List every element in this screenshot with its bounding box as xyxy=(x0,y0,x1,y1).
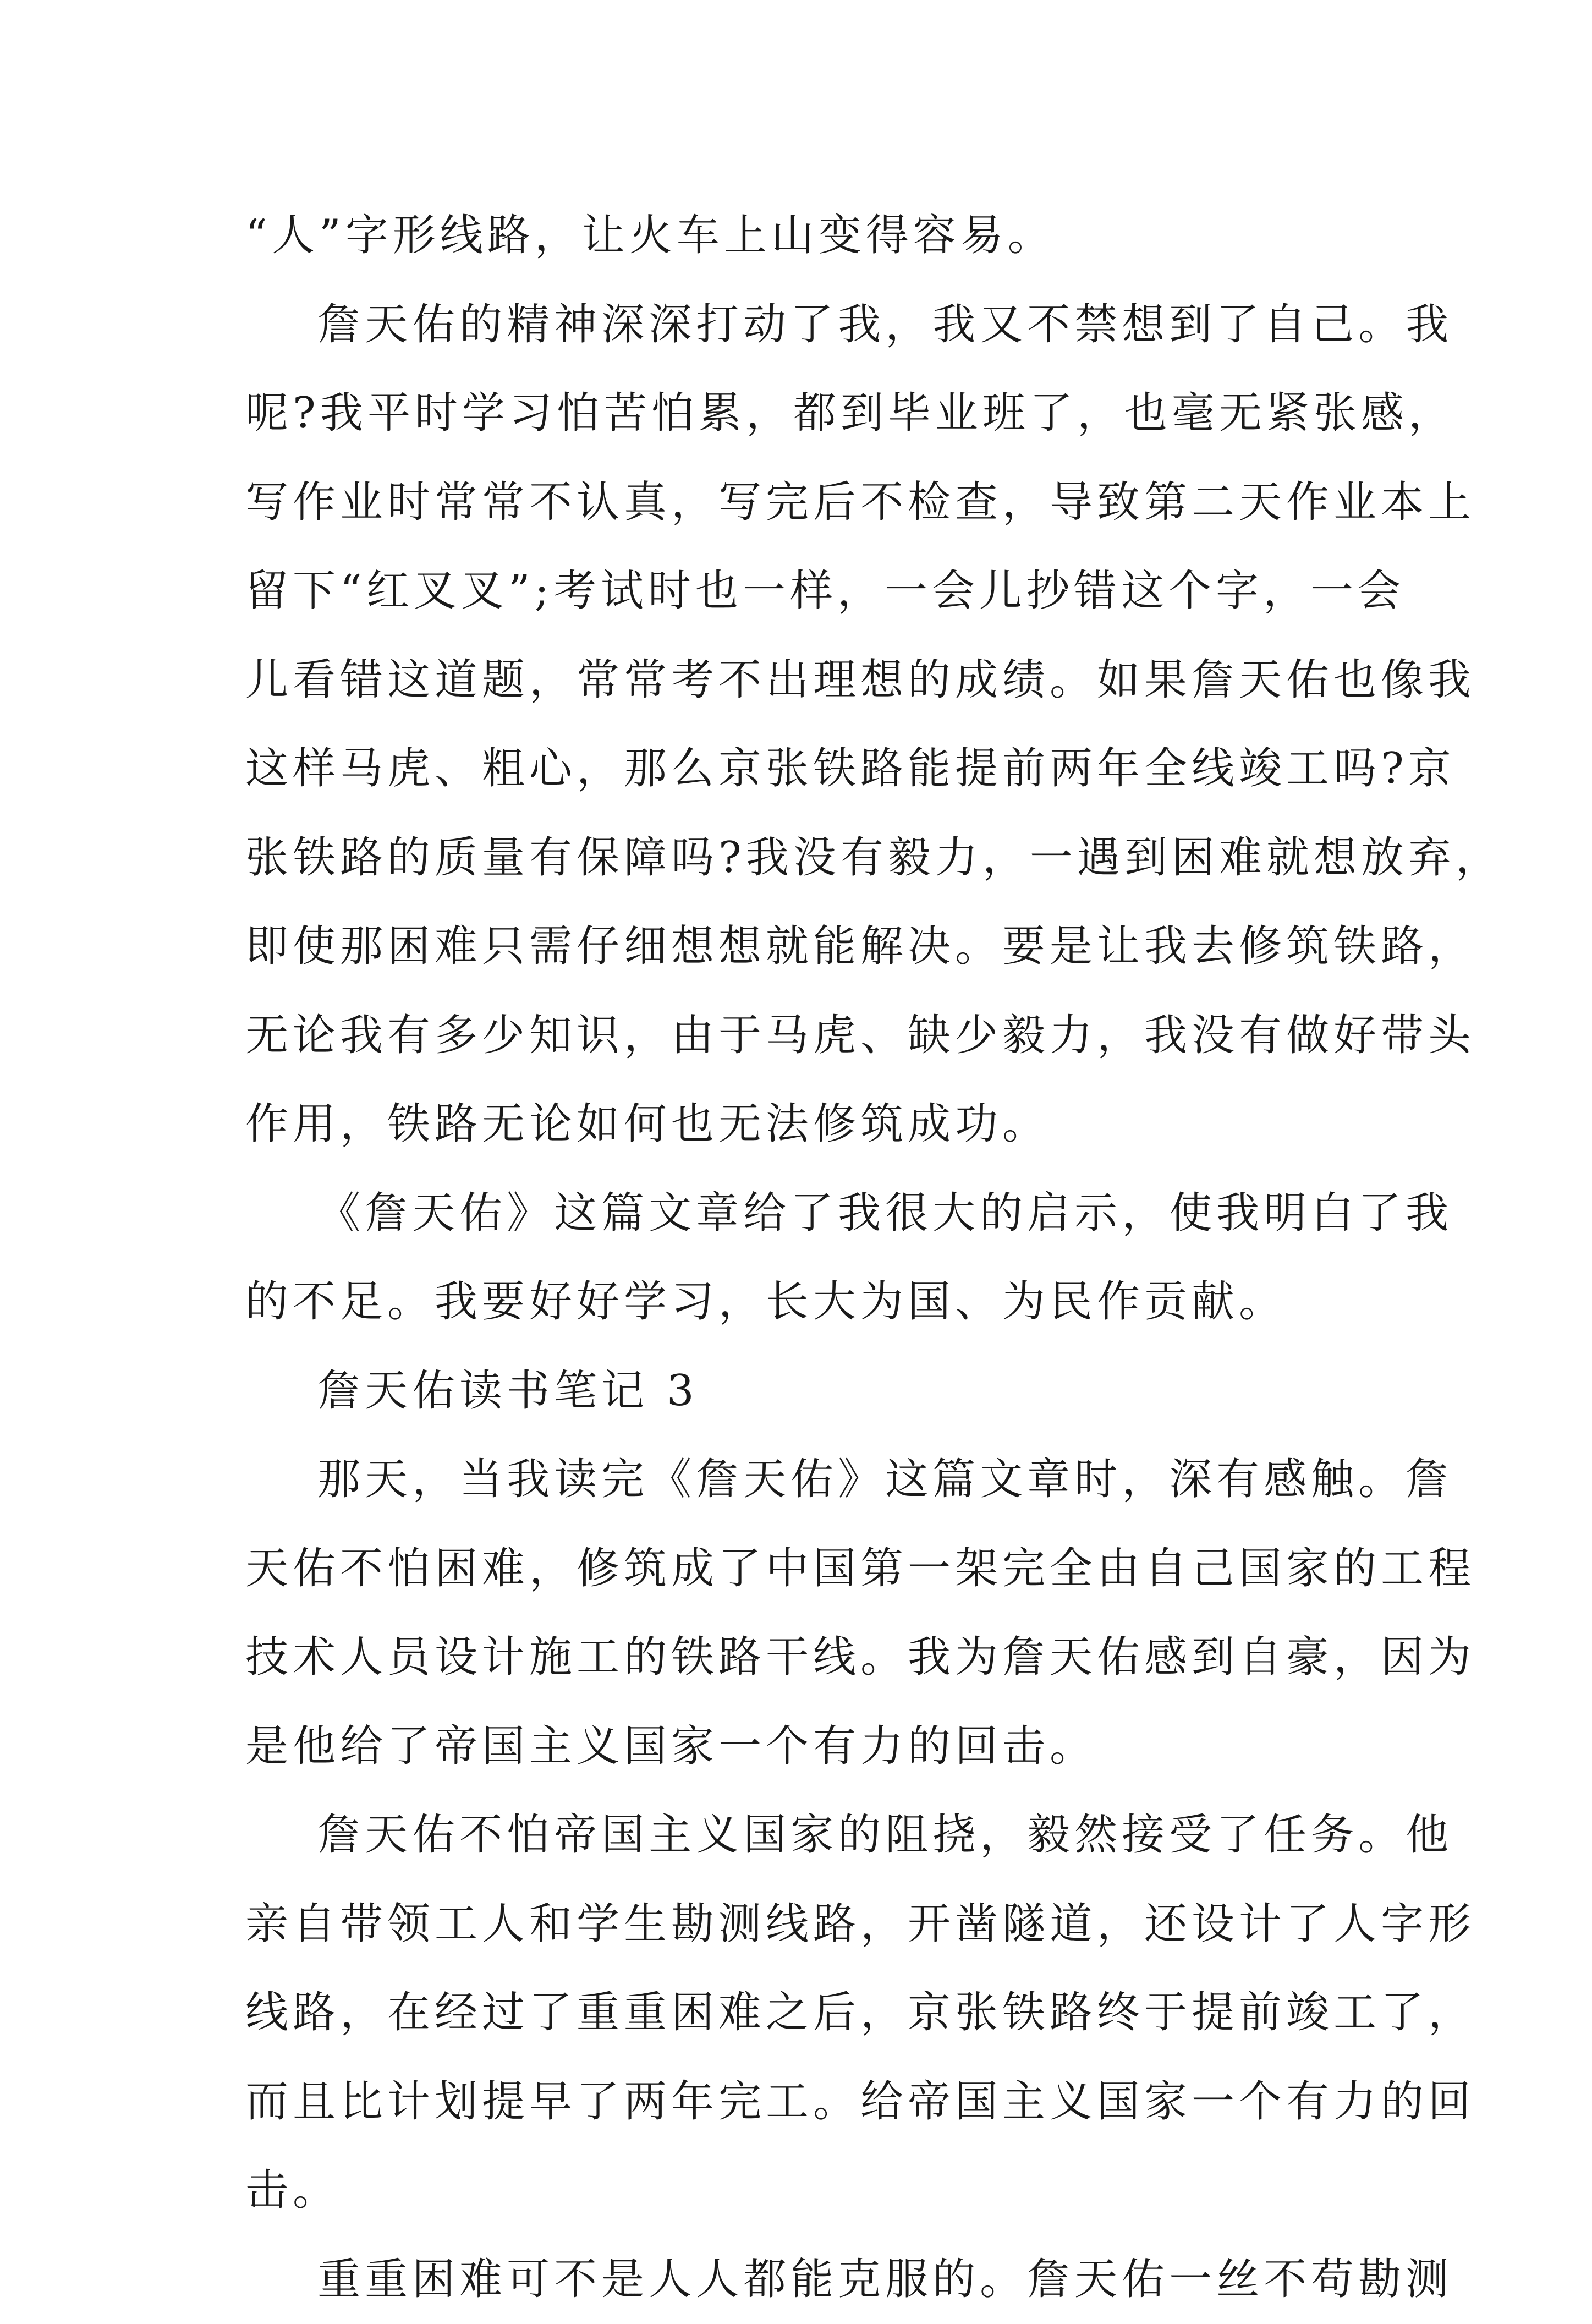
text-line: 线路，在经过了重重困难之后，京张铁路终于提前竣工了， xyxy=(245,1969,1361,2058)
text-line: 这样马虎、粗心，那么京张铁路能提前两年全线竣工吗?京 xyxy=(245,725,1361,814)
text-line: 詹天佑的精神深深打动了我，我又不禁想到了自己。我 xyxy=(245,281,1361,370)
text-line: 儿看错这道题，常常考不出理想的成绩。如果詹天佑也像我 xyxy=(245,636,1361,725)
text-line: 的不足。我要好好学习，长大为国、为民作贡献。 xyxy=(245,1258,1361,1347)
text-line: 作用，铁路无论如何也无法修筑成功。 xyxy=(245,1080,1361,1169)
text-line: 天佑不怕困难，修筑成了中国第一架完全由自己国家的工程 xyxy=(245,1525,1361,1614)
text-line: 《詹天佑》这篇文章给了我很大的启示，使我明白了我 xyxy=(245,1169,1361,1258)
text-line: 亲自带领工人和学生勘测线路，开凿隧道，还设计了人字形 xyxy=(245,1880,1361,1969)
text-line: 詹天佑不怕帝国主义国家的阻挠，毅然接受了任务。他 xyxy=(245,1791,1361,1880)
document-body xyxy=(245,191,1361,2324)
text-line: 而且比计划提早了两年完工。给帝国主义国家一个有力的回 xyxy=(245,2058,1361,2147)
text-line: 击。 xyxy=(245,2146,1361,2235)
text-line: 写作业时常常不认真，写完后不检查，导致第二天作业本上 xyxy=(245,458,1361,547)
text-line: 那天，当我读完《詹天佑》这篇文章时，深有感触。詹 xyxy=(245,1435,1361,1525)
section-heading: 詹天佑读书笔记 3 xyxy=(245,1347,1361,1436)
text-line: 呢?我平时学习怕苦怕累，都到毕业班了，也毫无紧张感， xyxy=(245,369,1361,458)
text-line: 重重困难可不是人人都能克服的。詹天佑一丝不苟勘测 xyxy=(245,2235,1361,2324)
text-line: 留下“红叉叉”;考试时也一样，一会儿抄错这个字，一会 xyxy=(245,547,1361,636)
text-line: 技术人员设计施工的铁路干线。我为詹天佑感到自豪，因为 xyxy=(245,1613,1361,1702)
text-line: 是他给了帝国主义国家一个有力的回击。 xyxy=(245,1702,1361,1791)
text-line: 张铁路的质量有保障吗?我没有毅力，一遇到困难就想放弃， xyxy=(245,814,1361,903)
text-line: 即使那困难只需仔细想想就能解决。要是让我去修筑铁路， xyxy=(245,902,1361,991)
text-line: “人”字形线路，让火车上山变得容易。 xyxy=(245,191,1361,281)
text-line: 无论我有多少知识，由于马虎、缺少毅力，我没有做好带头 xyxy=(245,991,1361,1081)
